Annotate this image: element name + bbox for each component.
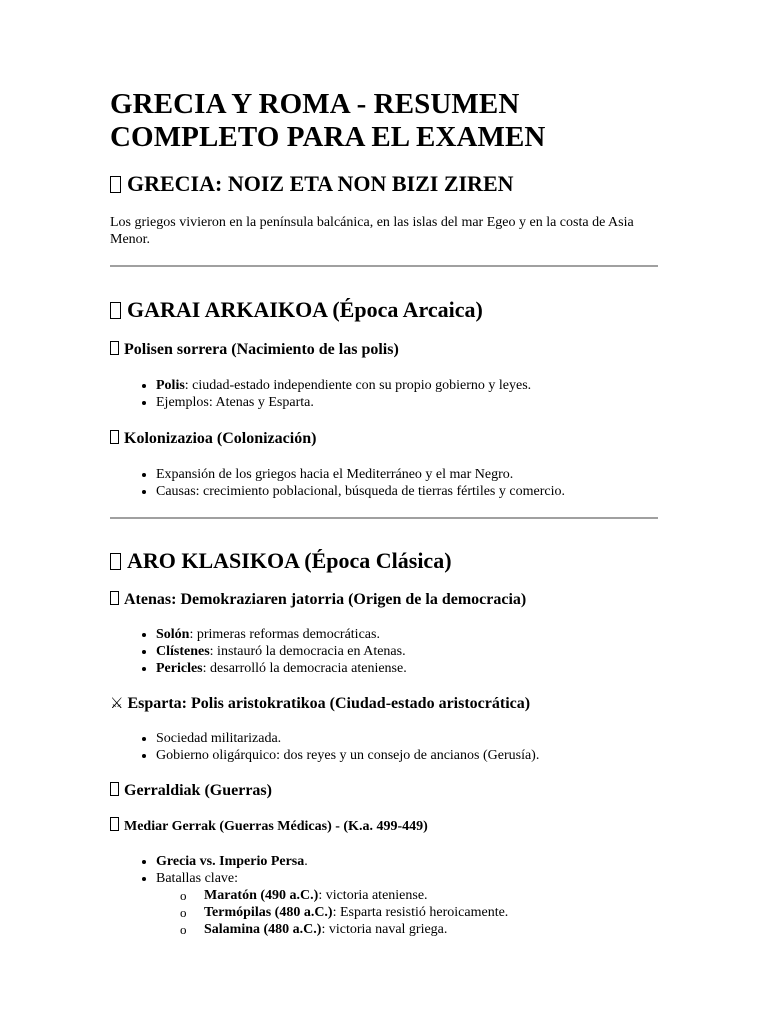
- definition: : desarrolló la democracia ateniense.: [202, 661, 407, 676]
- subheading-guerras-text: Gerraldiak (Guerras): [124, 782, 272, 799]
- subheading-polis: [110, 340, 658, 360]
- heading-grecia-text: GRECIA: NOIZ ETA NON BIZI ZIREN: [127, 171, 514, 196]
- section-divider: [110, 265, 658, 267]
- item-text: .: [304, 854, 308, 869]
- missing-glyph-icon: [110, 817, 119, 831]
- heading-arcaica: [110, 297, 658, 323]
- item-text: Causas: crecimiento poblacional, búsqueda de tierras fértiles y comercio.: [156, 484, 565, 499]
- list-item: [156, 660, 658, 677]
- list-item: [156, 643, 658, 660]
- item-text: Sociedad militarizada.: [156, 731, 282, 746]
- crossed-swords-icon: ⚔: [110, 696, 124, 712]
- subheading-atenas: [110, 590, 658, 610]
- list-atenas: [110, 626, 658, 677]
- subheading-colonizacion-text: Kolonizazioa (Colonización): [124, 430, 317, 447]
- heading-clasica: [110, 548, 658, 574]
- definition: : ciudad-estado independiente con su propio gobierno y leyes.: [184, 378, 532, 393]
- item-text: Batallas clave:: [156, 871, 239, 886]
- list-item: [156, 730, 658, 747]
- subheading-medicas-text: Mediar Gerrak (Guerras Médicas) - (K.a. 499-449): [124, 819, 428, 834]
- battle-result: : victoria naval griega.: [321, 922, 448, 937]
- list-medicas: [110, 853, 658, 938]
- battle-name: Termópilas (480 a.C.): [204, 905, 333, 920]
- subheading-esparta: [110, 694, 658, 714]
- battle-name: Salamina (480 a.C.): [204, 922, 322, 937]
- term: Solón: [156, 627, 190, 642]
- list-item: [156, 377, 658, 394]
- subheading-guerras: [110, 781, 658, 801]
- battle-result: : Esparta resistió heroicamente.: [332, 905, 509, 920]
- subheading-polis-text: Polisen sorrera (Nacimiento de las polis): [124, 341, 399, 358]
- definition: : instauró la democracia en Atenas.: [209, 644, 406, 659]
- battle-result: : victoria ateniense.: [318, 888, 428, 903]
- definition: : primeras reformas democráticas.: [189, 627, 380, 642]
- list-item: [156, 626, 658, 643]
- heading-grecia: [110, 171, 658, 197]
- battle-item: [204, 921, 658, 938]
- page-title: [110, 88, 658, 154]
- term: Clístenes: [156, 644, 210, 659]
- missing-glyph-icon: [110, 782, 119, 796]
- list-item: [156, 747, 658, 764]
- missing-glyph-icon: [110, 591, 119, 605]
- subheading-medicas: [110, 817, 658, 836]
- list-item: [156, 483, 658, 500]
- item-text: Expansión de los griegos hacia el Mediterráneo y el mar Negro.: [156, 467, 514, 482]
- item-text: Ejemplos: Atenas y Esparta.: [156, 395, 314, 410]
- term: Grecia vs. Imperio Persa: [156, 854, 305, 869]
- missing-glyph-icon: [110, 553, 121, 570]
- section-divider: [110, 517, 658, 519]
- missing-glyph-icon: [110, 341, 119, 355]
- intro-paragraph: Los griegos vivieron en la península balcánica, en las islas del mar Egeo y en la costa de Asia Menor.: [110, 215, 634, 247]
- term: Pericles: [156, 661, 203, 676]
- list-item: [156, 870, 658, 938]
- page-title-line-2: COMPLETO PARA EL EXAMEN: [110, 121, 546, 153]
- list-item: [156, 853, 658, 870]
- item-text: Gobierno oligárquico: dos reyes y un consejo de ancianos (Gerusía).: [156, 748, 540, 763]
- list-esparta: [110, 730, 658, 764]
- list-item: [156, 466, 658, 483]
- battle-item: [204, 904, 658, 921]
- battle-name: Maratón (490 a.C.): [204, 888, 319, 903]
- subheading-esparta-text: Esparta: Polis aristokratikoa (Ciudad-estado aristocrática): [127, 695, 531, 712]
- term: Polis: [156, 378, 185, 393]
- missing-glyph-icon: [110, 176, 121, 193]
- heading-arcaica-text: GARAI ARKAIKOA (Época Arcaica): [127, 297, 483, 322]
- list-battles: [156, 887, 658, 938]
- page-title-line-1: GRECIA Y ROMA - RESUMEN: [110, 88, 520, 120]
- subheading-colonizacion: [110, 429, 658, 449]
- heading-clasica-text: ARO KLASIKOA (Época Clásica): [127, 548, 452, 573]
- subheading-atenas-text: Atenas: Demokraziaren jatorria (Origen de la democracia): [124, 591, 527, 608]
- list-polis: [110, 377, 658, 411]
- list-item: [156, 394, 658, 411]
- battle-item: [204, 887, 658, 904]
- missing-glyph-icon: [110, 302, 121, 319]
- list-colonizacion: [110, 466, 658, 500]
- missing-glyph-icon: [110, 430, 119, 444]
